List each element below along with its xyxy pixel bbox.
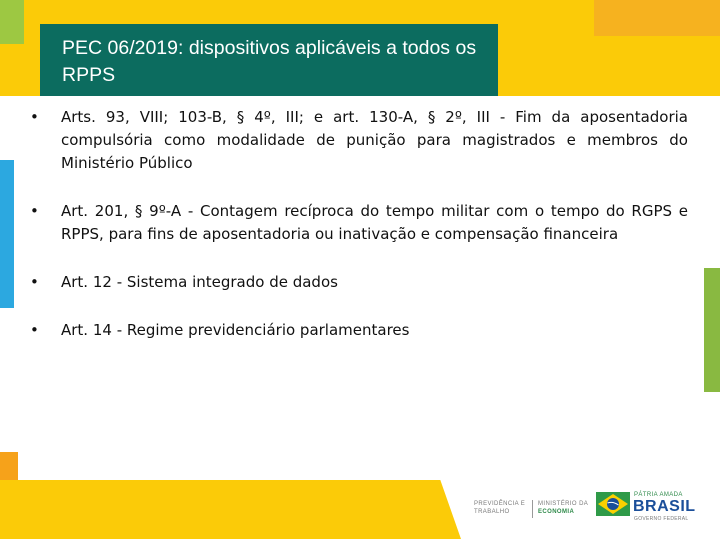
bullet-text: Arts. 93, VIII; 103-B, § 4º, III; e art. 130-A, § 2º, III - Fim da aposentadoria compulsória como modalidade de punição para magistrados e membros do Ministério Público	[61, 108, 688, 172]
bullet-item	[30, 271, 688, 294]
left-blue-accent	[0, 160, 14, 308]
bullet-marker: •	[30, 321, 39, 339]
brand-name: BRASIL	[633, 498, 696, 515]
ministry-label-bottom: ECONOMIA	[538, 509, 575, 515]
top-right-orange-accent	[594, 0, 720, 36]
bullet-marker: •	[30, 202, 39, 220]
right-green-accent	[704, 268, 720, 392]
ministry-secretariat-label: PREVIDÊNCIA E TRABALHO	[474, 501, 526, 515]
bullet-item	[30, 200, 688, 246]
footer-divider	[532, 500, 533, 518]
brand-tagline: PÁTRIA AMADA	[634, 492, 683, 498]
bullet-item	[30, 106, 688, 175]
brazil-flag-icon	[596, 492, 630, 516]
top-band-separator	[0, 96, 720, 100]
slide-title: PEC 06/2019: dispositivos aplicáveis a todos os RPPS	[62, 37, 477, 86]
footer-logos	[470, 490, 700, 528]
bullet-text: Art. 12 - Sistema integrado de dados	[61, 273, 338, 291]
bullet-text: Art. 14 - Regime previdenciário parlamentares	[61, 321, 410, 339]
bullet-text: Art. 201, § 9º-A - Contagem recíproca do tempo militar com o tempo do RGPS e RPPS, para fins de aposentadoria ou inativação e compensação financeira	[61, 202, 688, 243]
bullet-list	[30, 106, 688, 342]
bullet-item	[30, 319, 688, 342]
brand-subtitle: GOVERNO FEDERAL	[634, 516, 689, 522]
bullet-marker: •	[30, 273, 39, 291]
bullet-marker: •	[30, 108, 39, 126]
ministry-label-top: MINISTÉRIO DA	[538, 501, 589, 507]
ministry-label	[538, 500, 598, 516]
top-left-green-accent	[0, 0, 24, 44]
